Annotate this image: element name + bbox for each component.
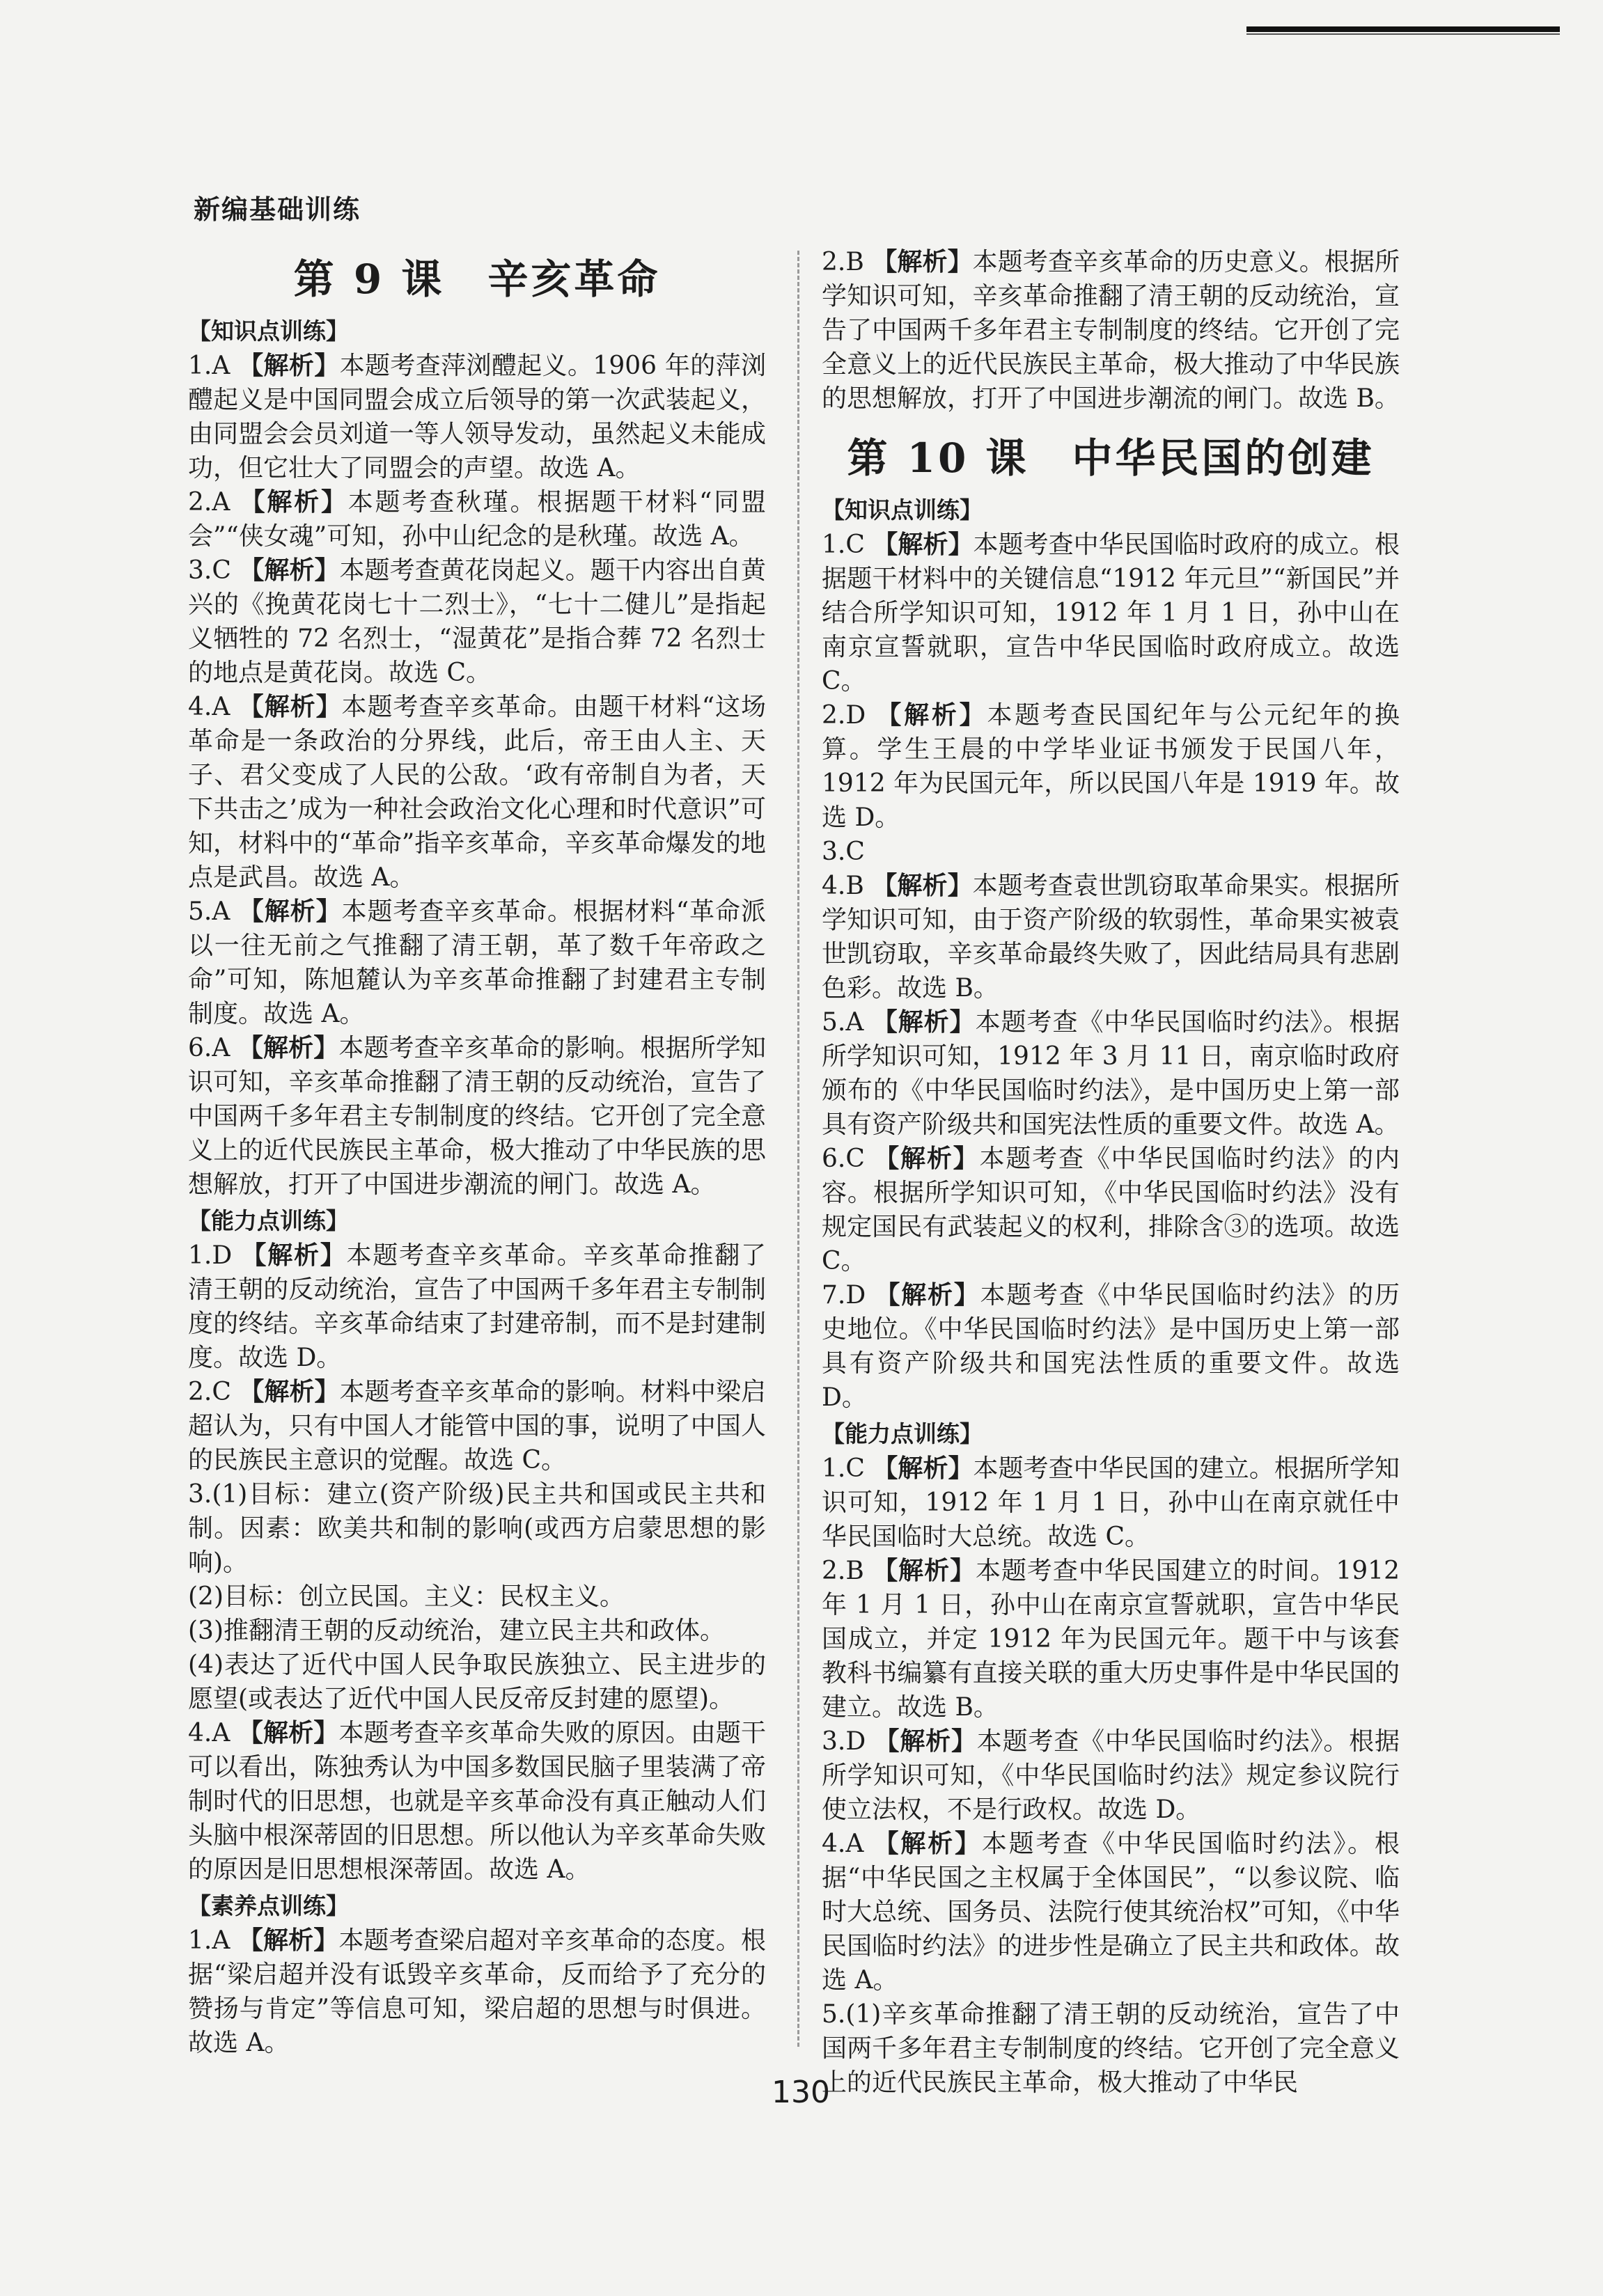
answer-text: (3)推翻清王朝的反动统治，建立民主共和政体。: [188, 1617, 725, 1645]
analysis-tag: 【解析】: [872, 872, 973, 900]
answer-text: 本题考查梁启超对辛亥革命的态度。根据“梁启超并没有诋毁辛亥革命，反而给予了充分的赞扬与肯定”等信息可知，梁启超的思想与时俱进。故选 A。: [188, 1926, 766, 2057]
answer-text: 本题考查辛亥革命的影响。材料中梁启超认为，只有中国人才能管中国的事，说明了中国人的民族民主意识的觉醒。故选 C。: [188, 1378, 766, 1475]
answer-item: [822, 1452, 1400, 1554]
answer-number: 2.B: [822, 248, 864, 276]
answer-text: 本题考查《中华民国临时约法》的历史地位。《中华民国临时约法》是中国历史上第一部具有资产阶级共和国宪法性质的重要文件。故选 D。: [822, 1281, 1400, 1412]
analysis-tag: 【解析】: [239, 556, 340, 585]
answer-text: 本题考查辛亥革命的历史意义。根据所学知识可知，辛亥革命推翻了清王朝的反动统治，宣告了中国两千多年君主专制制度的终结。它开创了完全意义上的近代民族民主革命，极大推动了中华民族的思想解放，打开了中国进步潮流的闸门。故选 B。: [822, 248, 1400, 413]
answer-number: 2.C: [188, 1378, 231, 1406]
section-label: 【知识点训练】: [822, 496, 983, 524]
answer-number: 4.A: [188, 1719, 230, 1747]
answer-item: [188, 1580, 766, 1614]
answer-item: [188, 1614, 766, 1648]
answer-item: [188, 1375, 766, 1477]
answer-number: 4.B: [822, 872, 864, 900]
answer-number: 3.C: [188, 556, 231, 585]
answer-item: [188, 690, 766, 895]
answer-number: 1.A: [188, 352, 230, 380]
analysis-tag: 【解析】: [239, 1378, 340, 1406]
answer-text: 本题考查中华民国的建立。根据所学知识可知，1912 年 1 月 1 日，孙中山在南京就任中华民国临时大总统。故选 C。: [822, 1454, 1400, 1551]
right-sections: [822, 492, 1400, 2100]
analysis-tag: 【解析】: [873, 1557, 976, 1585]
answer-item: [188, 1924, 766, 2060]
answer-text: 本题考查黄花岗起义。题干内容出自黄兴的《挽黄花岗七十二烈士》，“七十二健儿”是指起义牺牲的 72 名烈士，“湿黄花”是指合葬 72 名烈士的地点是黄花岗。故选 C。: [188, 556, 766, 687]
answer-item: [822, 1278, 1400, 1415]
answer-number: 2.A: [188, 488, 230, 517]
answer-item: [822, 1554, 1400, 1724]
answer-number: 3.D: [822, 1727, 866, 1756]
analysis-tag: 【解析】: [240, 488, 348, 517]
analysis-tag: 【解析】: [241, 1241, 347, 1270]
section-label: 【能力点训练】: [822, 1420, 983, 1447]
answer-number: 4.A: [822, 1830, 864, 1858]
answer-text: 本题考查辛亥革命。由题干材料“这场革命是一条政治的分界线，此后，帝王由人主、天子、君父变成了人民的公敌。‘政有帝制自为者，天下共击之’成为一种社会政治文化心理和时代意识”可知，材料中的“革命”指辛亥革命，辛亥革命爆发的地点是武昌。故选 A。: [188, 693, 766, 892]
left-column: [188, 244, 766, 2060]
answer-text: (4)表达了近代中国人民争取民族独立、民主进步的愿望(或表达了近代中国人民反帝反封建的愿望)。: [188, 1651, 766, 1713]
answer-text: 本题考查辛亥革命失败的原因。由题干可以看出，陈独秀认为中国多数国民脑子里装满了帝制时代的旧思想，也就是辛亥革命没有真正触动人们头脑中根深蒂固的旧思想。所以他认为辛亥革命失败的原因是旧思想根深蒂固。故选 A。: [188, 1719, 766, 1884]
answer-item: [188, 895, 766, 1031]
answer-number: 5.A: [188, 897, 230, 926]
analysis-tag: 【解析】: [876, 701, 987, 730]
answer-text: (2)目标：创立民国。主义：民权主义。: [188, 1582, 625, 1611]
answer-item: [188, 553, 766, 690]
page-number: 130: [772, 2075, 830, 2110]
top-rule-thin: [1246, 33, 1560, 35]
answer-number: 6.C: [822, 1145, 865, 1173]
analysis-tag: 【解析】: [872, 1008, 976, 1037]
answer-text: 本题考查中华民国建立的时间。1912 年 1 月 1 日，孙中山在南京宣誓就职，宣告中华民国成立，并定 1912 年为民国元年。题干中与该套教科书编纂有直接关联的重大历史事件是中华民国的建立。故选 B。: [822, 1557, 1400, 1722]
right-lead-items: [822, 245, 1400, 416]
answer-item: [822, 835, 1400, 869]
answer-item: [822, 869, 1400, 1005]
answer-item: [822, 245, 1400, 416]
answer-item: [188, 349, 766, 485]
answer-number: 5.A: [822, 1008, 864, 1037]
analysis-tag: 【解析】: [238, 693, 342, 721]
analysis-tag: 【解析】: [872, 248, 973, 276]
left-sections: [188, 313, 766, 2060]
section-label: 【知识点训练】: [188, 317, 349, 345]
answer-number: 1.C: [822, 1454, 865, 1483]
section-label: 【素养点训练】: [188, 1892, 349, 1919]
answer-text: 本题考查袁世凯窃取革命果实。根据所学知识可知，由于资产阶级的软弱性，革命果实被袁世凯窃取，辛亥革命最终失败了，因此结局具有悲剧色彩。故选 B。: [822, 872, 1400, 1002]
answer-item: [188, 1648, 766, 1716]
answer-text: 本题考查《中华民国临时约法》。根据所学知识可知，1912 年 3 月 11 日，南京临时政府颁布的《中华民国临时约法》，是中国历史上第一部具有资产阶级共和国宪法性质的重要文件。故选 A。: [822, 1008, 1400, 1139]
right-column: [822, 245, 1400, 2100]
answer-item: [822, 1724, 1400, 1827]
column-divider: [797, 251, 799, 2047]
analysis-tag: 【解析】: [237, 1926, 339, 1955]
lesson-9-title: 第 9 课 辛亥革命: [293, 255, 661, 303]
answer-item: [822, 528, 1400, 698]
analysis-tag: 【解析】: [873, 1454, 973, 1483]
answer-text: 本题考查秋瑾。根据题干材料“同盟会”“侠女魂”可知，孙中山纪念的是秋瑾。故选 A。: [188, 488, 766, 551]
answer-text: 本题考查《中华民国临时约法》。根据“中华民国之主权属于全体国民”，“以参议院、临时大总统、国务员、法院行使其统治权”可知，《中华民国临时约法》的进步性是确立了民主共和政体。故选 A。: [822, 1830, 1400, 1995]
top-rule: [1246, 26, 1560, 32]
answer-number: 1.C: [822, 530, 865, 559]
analysis-tag: 【解析】: [874, 1727, 977, 1756]
answer-text: 本题考查民国纪年与公元纪年的换算。学生王晨的中学毕业证书颁发于民国八年，1912 年为民国元年，所以民国八年是 1919 年。故选 D。: [822, 701, 1400, 832]
answer-text: (1)辛亥革命推翻了清王朝的反动统治，宣告了中国两千多年君主专制制度的终结。它开创了完全意义上的近代民族民主革命，极大推动了中华民: [822, 2000, 1400, 2097]
section-label: 【能力点训练】: [188, 1207, 349, 1234]
answer-number: 3.: [188, 1480, 212, 1509]
answer-item: [822, 1142, 1400, 1278]
answer-number: 6.A: [188, 1034, 230, 1062]
answer-number: 2.D: [822, 701, 866, 730]
answer-text: 本题考查萍浏醴起义。1906 年的萍浏醴起义是中国同盟会成立后领导的第一次武装起义，由同盟会会员刘道一等人领导发动，虽然起义未能成功，但它壮大了同盟会的声望。故选 A。: [188, 352, 766, 482]
answer-number: 2.B: [822, 1557, 864, 1585]
answer-item: [188, 1716, 766, 1887]
answer-text: 本题考查《中华民国临时约法》的内容。根据所学知识可知，《中华民国临时约法》没有规定国民有武装起义的权利，排除含③的选项。故选 C。: [822, 1145, 1400, 1275]
answer-item: [822, 1827, 1400, 1997]
answer-text: 本题考查辛亥革命。辛亥革命推翻了清王朝的反动统治，宣告了中国两千多年君主专制制度的终结。辛亥革命结束了封建帝制，而不是封建制度。故选 D。: [188, 1241, 766, 1372]
analysis-tag: 【解析】: [238, 352, 340, 380]
answer-item: [188, 1031, 766, 1202]
answer-item: [822, 1005, 1400, 1142]
answer-text: 本题考查中华民国临时政府的成立。根据题干材料中的关键信息“1912 年元旦”“新国民”并结合所学知识可知，1912 年 1 月 1 日，孙中山在南京宣誓就职，宣告中华民国临时政府成立。故选 C。: [822, 530, 1400, 695]
answer-number: 1.A: [188, 1926, 230, 1955]
answer-number: 4.A: [188, 693, 230, 721]
answer-item: [822, 698, 1400, 835]
analysis-tag: 【解析】: [875, 1281, 980, 1310]
answer-number: 7.D: [822, 1281, 866, 1310]
answer-item: [188, 1477, 766, 1580]
analysis-tag: 【解析】: [237, 1034, 339, 1062]
answer-number: 1.D: [188, 1241, 233, 1270]
answer-text: 本题考查辛亥革命。根据材料“革命派以一往无前之气推翻了清王朝，革了数千年帝政之命”可知，陈旭麓认为辛亥革命推翻了封建君主专制制度。故选 A。: [188, 897, 766, 1028]
answer-number: 5.: [822, 2000, 846, 2029]
answer-item: [188, 485, 766, 553]
lesson-10-title: 第 10 课 中华民国的创建: [847, 434, 1375, 482]
answer-text: 本题考查辛亥革命的影响。根据所学知识可知，辛亥革命推翻了清王朝的反动统治，宣告了中国两千多年君主专制制度的终结。它开创了完全意义上的近代民族民主革命，极大推动了中华民族的思想解放，打开了中国进步潮流的闸门。故选 A。: [188, 1034, 766, 1199]
analysis-tag: 【解析】: [874, 1145, 980, 1173]
answer-number: 3.C: [822, 838, 865, 866]
answer-item: [822, 1997, 1400, 2100]
answer-text: (1)目标：建立(资产阶级)民主共和国或民主共和制。因素：欧美共和制的影响(或西方启蒙思想的影响)。: [188, 1480, 766, 1577]
analysis-tag: 【解析】: [238, 897, 342, 926]
analysis-tag: 【解析】: [237, 1719, 339, 1747]
book-header: 新编基础训练: [194, 194, 361, 225]
answer-item: [188, 1239, 766, 1375]
analysis-tag: 【解析】: [873, 530, 973, 559]
analysis-tag: 【解析】: [873, 1830, 982, 1858]
answer-text: 本题考查《中华民国临时约法》。根据所学知识可知，《中华民国临时约法》规定参议院行使立法权，不是行政权。故选 D。: [822, 1727, 1400, 1824]
